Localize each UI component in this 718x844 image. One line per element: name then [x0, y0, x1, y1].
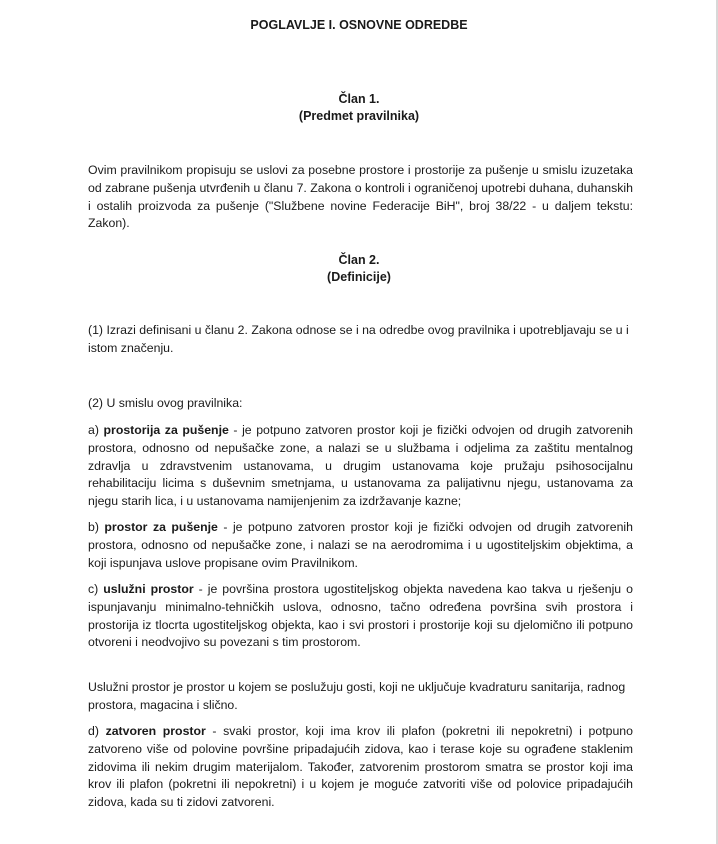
definition-b	[88, 519, 633, 572]
definition-d-prefix: d)	[88, 724, 106, 738]
definition-c	[88, 581, 633, 652]
article-2-number: Član 2.	[338, 253, 380, 267]
article-1-heading: (Predmet pravilnika)	[298, 109, 420, 123]
article-2-paragraph-2: (2) U smislu ovog pravilnika:	[88, 396, 243, 410]
definition-d-term: zatvoren prostor	[105, 724, 206, 738]
definition-a-prefix: a)	[88, 423, 104, 437]
service-space-note: Uslužni prostor je prostor u kojem se poslužuju gosti, koji ne uključuje kvadraturu sanitarija, radnog prostora, magacina i slično.	[88, 680, 626, 712]
definition-b-term: prostor za pušenje	[104, 520, 218, 534]
definition-c-prefix: c)	[88, 582, 104, 596]
definition-a-text: - je potpuno zatvoren prostor koji je fizički odvojen od drugih zatvorenih prostora, odnosno od nepušačke zone, a nalazi se u službama i odjelima za zaštitu mentalnog zdravlja u zdravstvenim ustanovama, u drugim ustanovama koje pružaju psihosocijalnu rehabilitaciju licima s duševnim smetnjama, u ustanovama za palijativnu njegu, ustanovama za njegu starih lica, i u ustanovama namijenjenim za izdržavanje kazne;	[88, 423, 633, 509]
article-1-text: Ovim pravilnikom propisuju se uslovi za posebne prostore i prostorije za pušenje u smislu izuzetaka od zabrane pušenja utvrđenih u članu 7. Zakona o kontroli i ograničenoj upotrebi duhana, duhanskih i ostalih proizvoda za pušenje ("Službene novine Federacije BiH", broj 38/22 - u daljem tekstu: Zakon).	[88, 163, 633, 231]
definition-d-text: - svaki prostor, koji ima krov ili plafon (pokretni ili nepokretni) i potpuno zatvoreno više od polovine površine pripadajućih zidova, kao i terase koje su ograđene staklenim zidovima ili nekim drugim materijalom. Također, zatvorenim prostorom smatra se prostor koji ima krov ili plafon (pokretni ili nepokretni) i u kojem je moguće zatvoriti više od polovice pripadajućih zidova, kada su ti zidovi zatvoreni.	[88, 724, 633, 810]
definition-c-text: - je površina prostora ugostiteljskog objekta navedena kao takva u rješenju o ispunjavanju minimalno-tehničkih uslova, odnosno, tačno određena površina svih prostora i prostorija iz tlocrta ugostiteljskog objekta, kao i svi prostori i prostorije koji su djelomično ili potpuno otvoreni i neodvojivo su povezani s tim prostorom.	[88, 582, 633, 650]
definition-b-text: - je potpuno zatvoren prostor koji je fizički odvojen od drugih zatvorenih prostora, odnosno od nepušačke zone, i nalazi se na aerodromima i u ugostiteljskim objektima, a koji ispunjava uslove propisane ovim Pravilnikom.	[88, 520, 633, 570]
definition-a-term: prostorija za pušenje	[103, 423, 229, 437]
definition-d	[88, 723, 633, 812]
definition-b-prefix: b)	[88, 520, 105, 534]
definition-a	[88, 422, 633, 511]
definition-c-term: uslužni prostor	[103, 582, 194, 596]
article-2-paragraph-1: (1) Izrazi definisani u članu 2. Zakona odnose se i na odredbe ovog pravilnika i upotrebljavaju se u i istom značenju.	[88, 323, 629, 355]
article-1-number: Član 1.	[338, 92, 380, 106]
article-2-heading: (Definicije)	[327, 270, 391, 284]
chapter-title: POGLAVLJE I. OSNOVNE ODREDBE	[250, 18, 468, 32]
